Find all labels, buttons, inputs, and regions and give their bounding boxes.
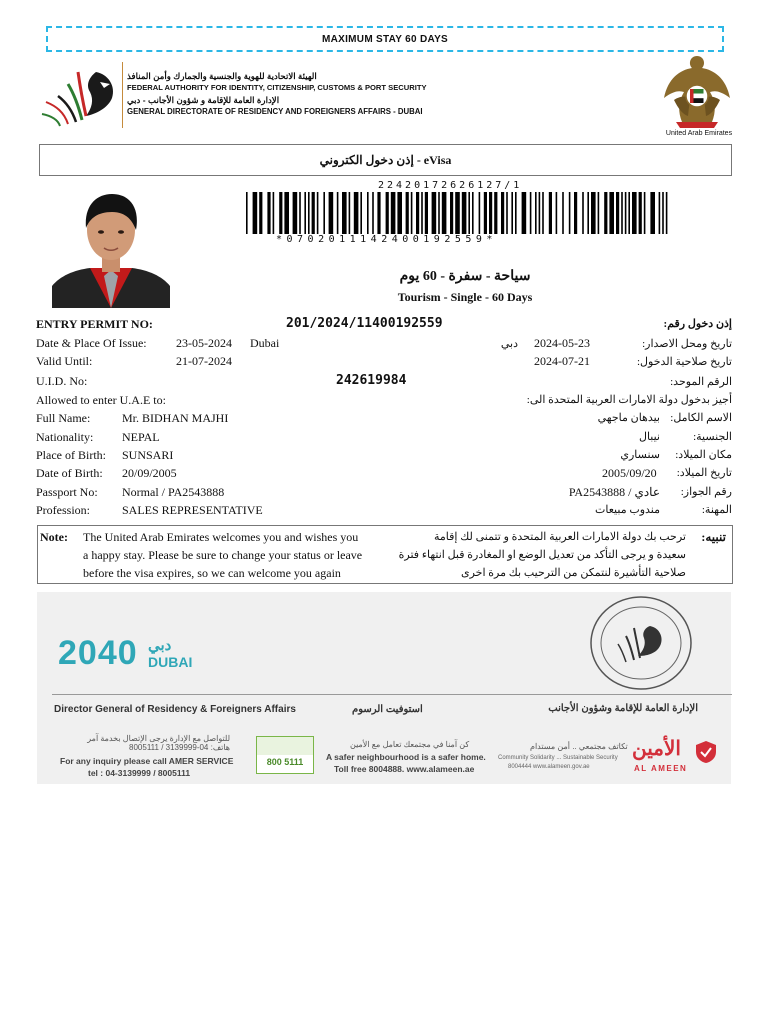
safer-ar: كن آمنا في مجتمعك تعامل مع الأمين (350, 740, 470, 749)
director-general-ar: الإدارة العامة للإقامة وشؤون الأجانب (548, 703, 698, 714)
official-stamp-icon (588, 594, 694, 692)
amer-inquiry-en-2: tel : 04-3139999 / 8005111 (88, 768, 191, 778)
fees-paid-stamp: استوفيت الرسوم (352, 704, 423, 715)
birth-place-value: SUNSARI (122, 448, 174, 462)
dubai-logo-en: DUBAI (148, 654, 193, 670)
valid-until-label: Valid Until: (36, 354, 93, 368)
birth-date-value-ar: 2005/09/20 (602, 466, 657, 480)
safer-en-2: Toll free 8004888. www.alameen.ae (334, 764, 475, 774)
valid-until-date: 21-07-2024 (176, 354, 232, 368)
authority-ar-line-2: الإدارة العامة للإقامة و شؤون الأجانب - دبي (127, 95, 280, 105)
uid-number: 242619984 (336, 373, 407, 388)
nationality-value-ar: نيبال (638, 431, 660, 443)
alameen-logo-en: AL AMEEN (634, 764, 688, 773)
passport-label: Passport No: (36, 485, 98, 499)
note-en-line-2: a happy stay. Please be sure to change your status or leave (83, 548, 363, 562)
authority-en-line-1: FEDERAL AUTHORITY FOR IDENTITY, CITIZENSHIP, CUSTOMS & PORT SECURITY (127, 83, 427, 92)
issue-label: Date & Place Of Issue: (36, 336, 147, 350)
allowed-label-ar: أجيز بدخول دولة الامارات العربية المتحدة الى: (526, 394, 732, 406)
birth-place-value-ar: سنساري (620, 449, 660, 461)
green-service-logo (256, 736, 314, 774)
authority-ar-line-1: الهيئة الاتحادية للهوية والجنسية والجمارك وأمن المنافذ (127, 71, 317, 81)
profession-value-ar: مندوب مبيعات (595, 504, 660, 516)
authority-header (127, 70, 427, 118)
uae-caption: United Arab Emirates (665, 130, 733, 137)
profession-value: SALES REPRESENTATIVE (122, 503, 263, 517)
issue-date-ar: 2024-05-23 (534, 336, 590, 350)
note-en-line-3: before the visa expires, so we can welcome you again (83, 566, 341, 580)
community-en: Community Solidarity ... Sustainable Security (498, 755, 618, 761)
alameen-logo-ar: الأمين (632, 738, 681, 760)
note-en-line-1: The United Arab Emirates welcomes you and wishes you (83, 530, 359, 544)
entry-permit-label-ar: إذن دخول رقم: (663, 318, 732, 330)
entry-permit-label: ENTRY PERMIT NO: (36, 317, 153, 331)
director-general-en: Director General of Residency & Foreigners Affairs (54, 704, 296, 715)
uid-label: U.I.D. No: (36, 374, 88, 388)
footer-divider (52, 694, 732, 695)
birth-date-label: Date of Birth: (36, 466, 103, 480)
note-ar-line-3: صلاحية التأشيرة لنتمكن من الترحيب بك مرة اخرى (461, 567, 686, 579)
uid-label-ar: الرقم الموحد: (670, 376, 732, 388)
applicant-photo (52, 190, 170, 308)
note-ar-line-2: سعيدة و يرجى التأكد من تعديل الوضع او المغادرة قبل انتهاء فترة (398, 549, 686, 561)
authority-en-line-2: GENERAL DIRECTORATE OF RESIDENCY AND FOREIGNERS AFFAIRS - DUBAI (127, 107, 423, 116)
full-name-label-ar: الاسم الكامل: (670, 412, 732, 424)
falcon-logo-icon (38, 62, 120, 128)
birth-date-value: 20/09/2005 (122, 466, 177, 480)
safer-en-1: A safer neighbourhood is a safer home. (326, 752, 486, 762)
dubai-logo-ar: دبي (148, 637, 172, 654)
uae-emblem-icon (660, 52, 734, 130)
note-text-ar (399, 528, 686, 582)
barcode-bottom-number: *0702011142400192559* (276, 234, 497, 245)
max-stay-banner (46, 26, 724, 52)
valid-until-date-ar: 2024-07-21 (534, 354, 590, 368)
issue-date: 23-05-2024 (176, 336, 232, 350)
note-label: Note: (40, 530, 68, 544)
passport-value-ar: PA2543888 / عادي (568, 485, 660, 499)
note-ar-line-1: ترحب بك دولة الامارات العربية المتحدة و تتمنى لك إقامة (434, 531, 686, 543)
green-service-number: 800 5111 (266, 757, 304, 767)
community-contact: 8004444 www.alameen.gov.ae (508, 764, 590, 770)
profession-label-ar: المهنة: (701, 504, 732, 516)
profession-label: Profession: (36, 503, 90, 517)
issue-place: Dubai (250, 336, 280, 350)
nationality-value: NEPAL (122, 430, 160, 444)
max-stay-text: MAXIMUM STAY 60 DAYS (321, 33, 449, 45)
full-name-label: Full Name: (36, 411, 91, 425)
passport-value: Normal / PA2543888 (122, 485, 225, 499)
issue-place-ar: دبي (500, 338, 518, 350)
alameen-shield-icon (694, 740, 718, 764)
community-ar: تكاتف مجتمعي .. أمن مستدام (530, 742, 628, 751)
amer-inquiry-ar-2: هاتف: 04-3139999 / 8005111 (129, 743, 230, 752)
barcode (246, 192, 670, 234)
amer-inquiry (60, 734, 230, 752)
valid-until-label-ar: تاريخ صلاحية الدخول: (636, 356, 732, 368)
visa-type-en: Tourism - Single - 60 Days (397, 290, 533, 304)
nationality-label-ar: الجنسية: (693, 431, 732, 443)
entry-permit-number: 201/2024/11400192559 (286, 316, 443, 331)
header-divider (122, 62, 123, 128)
passport-label-ar: رقم الجواز: (680, 486, 732, 498)
allowed-label: Allowed to enter U.A.E to: (36, 393, 166, 407)
issue-label-ar: تاريخ ومحل الاصدار: (642, 338, 732, 350)
note-text-en (83, 528, 362, 582)
evisa-title-box (39, 144, 732, 176)
visa-type-ar: سياحة - سفرة - 60 يوم (399, 269, 531, 284)
full-name-value: Mr. BIDHAN MAJHI (122, 411, 229, 425)
birth-place-label-ar: مكان الميلاد: (675, 449, 732, 461)
evisa-title: إذن دخول الكتروني - eVisa (319, 152, 452, 167)
note-label-ar: تنبيه: (701, 530, 726, 544)
dubai-2040-logo: 2040 (58, 634, 138, 672)
birth-place-label: Place of Birth: (36, 448, 106, 462)
nationality-label: Nationality: (36, 430, 94, 444)
amer-inquiry-en-1: For any inquiry please call AMER SERVICE (60, 756, 234, 766)
amer-inquiry-ar-1: للتواصل مع الإدارة يرجى الإتصال بخدمة آمر (87, 734, 230, 743)
barcode-top-number: 22420172626127/1 (378, 180, 523, 191)
full-name-value-ar: بيدهان ماجهي (597, 412, 660, 424)
birth-date-label-ar: تاريخ الميلاد: (676, 467, 732, 479)
